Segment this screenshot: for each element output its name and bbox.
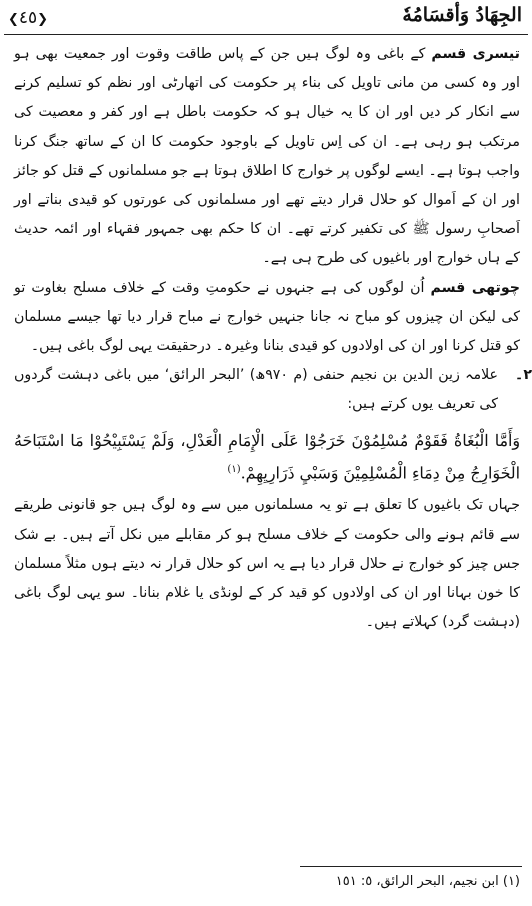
page-header xyxy=(4,2,528,36)
numbered-item-2 xyxy=(14,361,532,419)
item-number: ٢۔ xyxy=(515,367,532,384)
commentary-paragraph: جہاں تک باغیوں کا تعلق ہے تو یہ مسلمانوں میں سے وہ لوگ ہیں جو قانونی طریقے سے قائم ہونے والی حکومت کے خلاف مسلح ہو کر مقابلے میں نکل آتے ہیں۔ بے شک جس چیز کو خوارج نے حلال قرار دیا ہے یہ اس کو حلال قرار نہ دیتے ہوں مثلاً مسلمان کا خون بہانا اور ان کی اولادوں کو قید کر کے لونڈی یا غلام بنانا۔ سو یہی لوگ باغی (دہشت گرد) کہلاتے ہیں۔ xyxy=(14,497,520,631)
paragraph-third-type xyxy=(14,40,520,274)
lead-term: تیسری قسم xyxy=(431,46,520,62)
running-title: الجِهَادُ وَأقسَامُهٗ xyxy=(402,4,522,26)
footnote-reference: (١) xyxy=(227,463,241,475)
paragraph-text: اُن لوگوں کی ہے جنہوں نے حکومتِ وقت کے خلاف مسلح بغاوت تو کی لیکن ان چیزوں کو مباح نہ جانا جنہیں خوارج نے مباح قرار دیا تھا جیسے مسلمان کو قتل کرنا اور ان کی اولادوں کو قیدی بنانا وغیرہ۔ درحقیقت یہی لوگ باغی ہیں۔ xyxy=(14,279,520,355)
footnote: (١) ابن نجيم، البحر الرائق، ٥: ١٥١ xyxy=(335,874,520,889)
item-text: علامہ زین الدین بن نجیم حنفی (م ٩٧٠ھ) ’البحر الرائق‘ میں باغی دہشت گردوں کی تعریف یوں کرتے ہیں: xyxy=(14,367,498,413)
paragraph-text: کے باغی وہ لوگ ہیں جن کے پاس طاقت وقوت اور جمعیت بھی ہو اور وہ کسی من مانی تاویل کی بناء پر حکومت کی اتھارٹی اور نظم کو تسلیم کرنے سے انکار کر دیں اور ان کا یہ خیال ہو کہ حکومت باطل ہے اور کفر و معصیت کی مرتکب ہو رہی ہے۔ ان کی اِس تاویل کے باوجود حکومت کا ان کے ساتھ جنگ کرنا واجب ہوتا ہے۔ ایسے لوگوں پر خوارج کا اطلاق ہوتا ہے جو مسلمانوں کے قتل کو جائز اور ان کے اَموال کو حلال قرار دیتے تھے اور مسلمانوں کی عورتوں کو قیدی بناتے اور اَصحابِ رسول ﷺ کی تکفیر کرتے تھے۔ ان کا حکم بھی جمہور فقہاء اور ائمہ حدیث کے ہاں خوارج اور باغیوں کی طرح ہی ہے۔ xyxy=(14,46,520,267)
ornament-icon: ❯ xyxy=(8,12,19,27)
paragraph-fourth-type xyxy=(14,274,520,362)
page-number xyxy=(8,8,48,28)
arabic-quote-text: وَأَمَّا الْبُغَاةُ فَقَوْمٌ مُسْلِمُوْنَ خَرَجُوْا عَلَى الْإِمَامِ الْعَدْلِ، وَلَمْ يَسْتَبِيْحُوْا مَا اسْتَبَاحَهُ الْخَوَارِجُ مِنْ دِمَاءِ الْمُسْلِمِيْنَ وَسَبْيِ ذَرَارِيِهِمْ. xyxy=(14,430,520,483)
page-number-text: ٤٥ xyxy=(18,8,38,28)
header-rule xyxy=(4,34,528,35)
arabic-quote xyxy=(14,426,520,488)
main-text xyxy=(14,40,532,637)
footnote-rule xyxy=(300,866,522,867)
ornament-icon: ❮ xyxy=(37,12,49,27)
lead-term: چوتھی قسم xyxy=(430,279,520,296)
